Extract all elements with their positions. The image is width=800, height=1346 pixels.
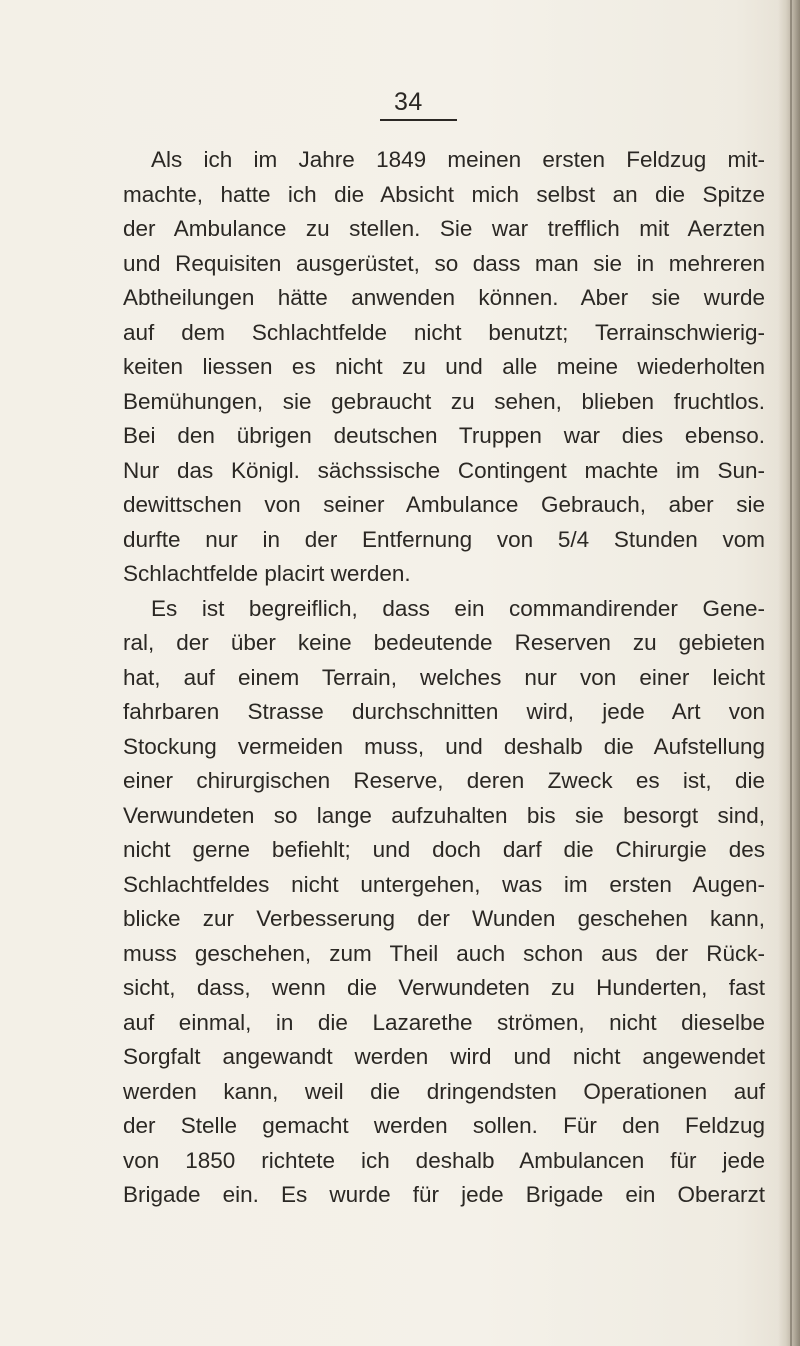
text-line: fahrbaren Strasse durchschnitten wird, jede Art von xyxy=(123,699,765,725)
page-edge-line xyxy=(790,0,792,1346)
text-line: der Ambulance zu stellen. Sie war trefflich mit Aerzten xyxy=(123,216,765,242)
page-number: 34 xyxy=(394,88,423,116)
text-line: hat, auf einem Terrain, welches nur von einer leicht xyxy=(123,664,765,690)
text-line: Verwundeten so lange aufzuhalten bis sie besorgt sind, xyxy=(123,802,765,828)
text-line: auf dem Schlachtfelde nicht benutzt; Terrainschwierig- xyxy=(123,319,765,345)
text-line: einer chirurgischen Reserve, deren Zweck es ist, die xyxy=(123,768,765,794)
text-line: keiten liessen es nicht zu und alle meine wiederholten xyxy=(123,354,765,380)
text-line: ral, der über keine bedeutende Reserven zu gebieten xyxy=(123,630,765,656)
text-line: muss geschehen, zum Theil auch schon aus der Rück- xyxy=(123,940,765,966)
text-line: Abtheilungen hätte anwenden können. Aber sie wurde xyxy=(123,285,765,311)
text-line: durfte nur in der Entfernung von 5/4 Stunden vom xyxy=(123,526,765,552)
text-line: auf einmal, in die Lazarethe strömen, nicht dieselbe xyxy=(123,1009,765,1035)
text-line: dewittschen von seiner Ambulance Gebrauch, aber sie xyxy=(123,492,765,518)
text-line: Bemühungen, sie gebraucht zu sehen, blieben fruchtlos. xyxy=(123,388,765,414)
body-text xyxy=(123,143,765,1213)
text-line: Als ich im Jahre 1849 meinen ersten Feldzug mit- xyxy=(151,147,765,172)
text-line: und Requisiten ausgerüstet, so dass man sie in mehreren xyxy=(123,250,765,276)
text-line: machte, hatte ich die Absicht mich selbst an die Spitze xyxy=(123,181,765,207)
text-line: der Stelle gemacht werden sollen. Für den Feldzug xyxy=(123,1113,765,1139)
text-line: Sorgfalt angewandt werden wird und nicht angewendet xyxy=(123,1044,765,1070)
text-line: Es ist begreiflich, dass ein commandirender Gene- xyxy=(151,595,765,621)
header-rule xyxy=(380,119,457,121)
text-line: blicke zur Verbesserung der Wunden geschehen kann, xyxy=(123,906,765,932)
text-line: Brigade ein. Es wurde für jede Brigade ein Oberarzt xyxy=(123,1182,765,1208)
text-line: nicht gerne befiehlt; und doch darf die Chirurgie des xyxy=(123,837,765,863)
text-line: werden kann, weil die dringendsten Operationen auf xyxy=(123,1078,765,1104)
text-line: Schlachtfeldes nicht untergehen, was im ersten Augen- xyxy=(123,871,765,897)
text-line: Bei den übrigen deutschen Truppen war dies ebenso. xyxy=(123,423,765,449)
text-line: Schlachtfelde placirt werden. xyxy=(123,561,411,587)
text-line: von 1850 richtete ich deshalb Ambulancen für jede xyxy=(123,1147,765,1173)
text-line: Nur das Königl. sächssische Contingent machte im Sun- xyxy=(123,457,765,483)
text-line: sicht, dass, wenn die Verwundeten zu Hunderten, fast xyxy=(123,975,765,1001)
text-line: Stockung vermeiden muss, und deshalb die Aufstellung xyxy=(123,733,765,759)
page-edge-shadow xyxy=(778,0,800,1346)
